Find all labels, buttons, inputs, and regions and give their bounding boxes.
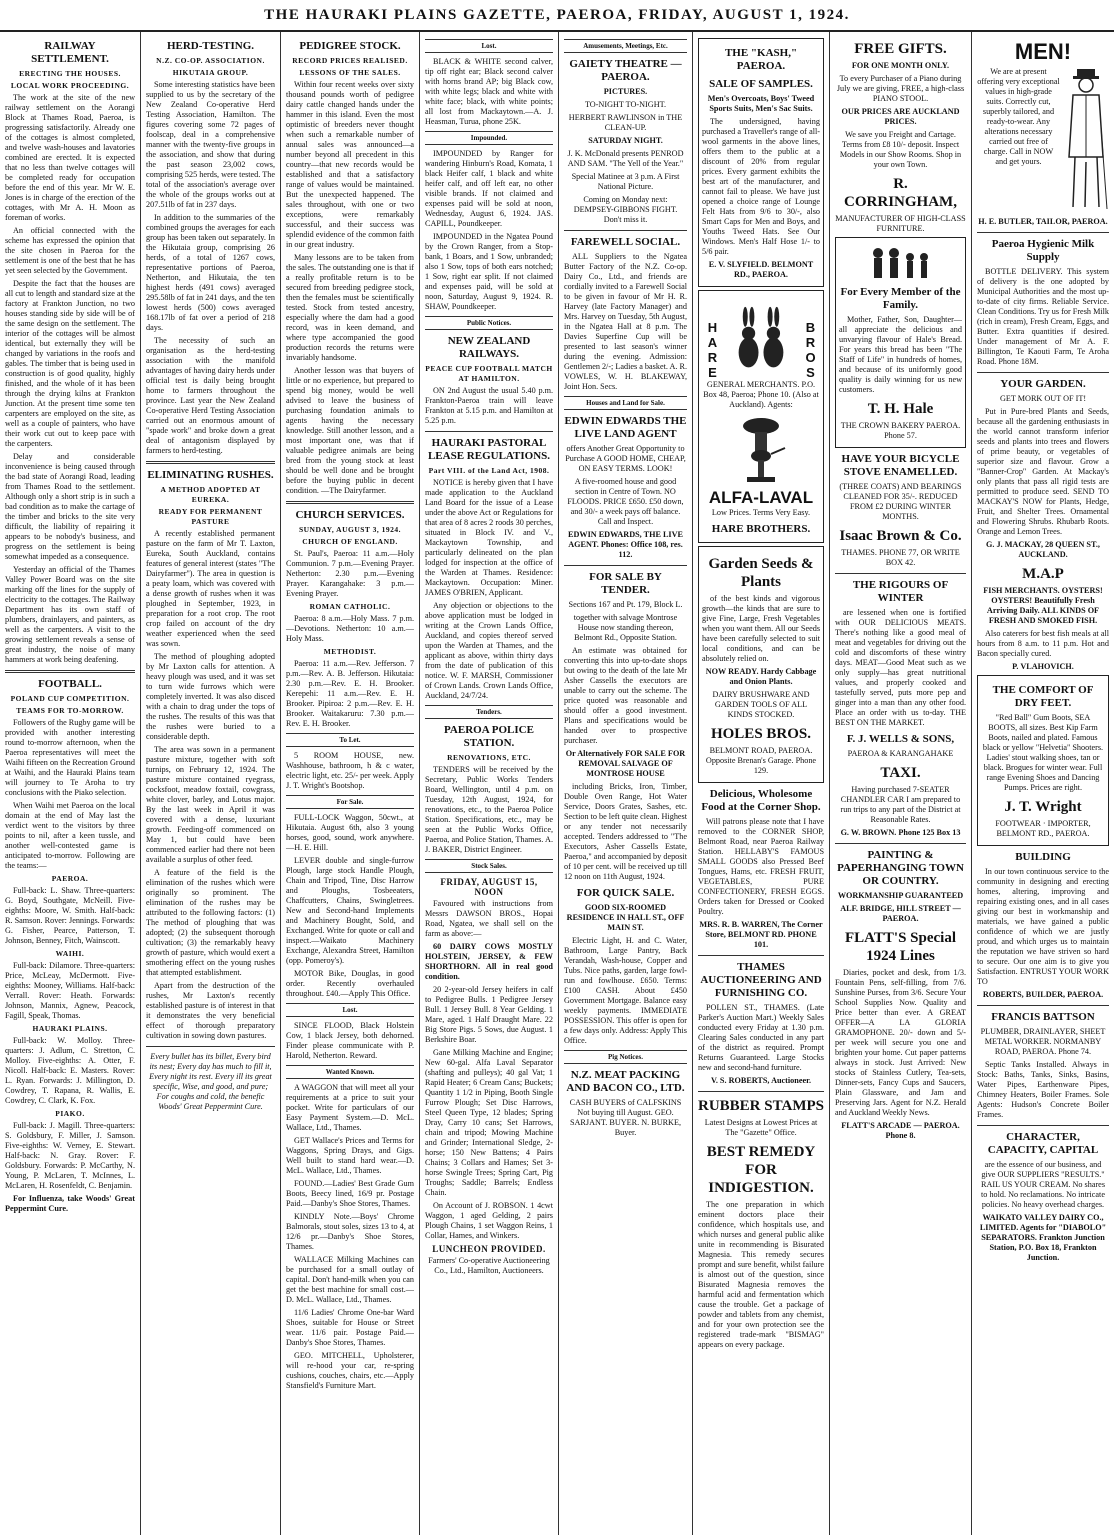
- pedigree-subhead: RECORD PRICES REALISED.: [292, 56, 408, 65]
- hale-line: THE CROWN BAKERY PAEROA. Phone 57.: [840, 421, 961, 440]
- garden-line: GET MORK OUT OF IT!: [999, 394, 1087, 403]
- column-amusements: [559, 32, 693, 1535]
- divider: [977, 1005, 1109, 1006]
- church-denomination: ROMAN CATHOLIC.: [309, 602, 391, 611]
- theatre-line: TO-NIGHT TO-NIGHT.: [584, 100, 667, 109]
- hale-name: T. H. Hale: [867, 401, 934, 417]
- corner-shop-signature: MRS. R. B. WARREN, The Corner Store, BELMONT RD. PHONE 101.: [699, 920, 823, 949]
- advert-text: POLLEN ST., THAMES. (Late Parker's Auction Mart.) Weekly Sales conducted every Friday at 1.30 p.m. Clearing Sales conducted in any part of the district as required. Prompt Returns Guaranteed. Large Stocks new and second-hand furniture.: [698, 1003, 824, 1072]
- taxi-headline: TAXI.: [880, 765, 921, 781]
- divider: [146, 461, 275, 464]
- mackay-signature: G. J. MACKAY, 28 QUEEN ST., AUCKLAND.: [986, 540, 1100, 559]
- free-gifts-line: FOR ONE MONTH ONLY.: [851, 61, 950, 70]
- waikato-signature: WAIKATO VALLEY DAIRY CO., LIMITED. Agents for "DIABOLO" SEPARATORS. Frankton Junction Station, P.O. Box 18, Frankton Junction.: [979, 1213, 1107, 1262]
- notice-text: TENDERS will be received by the Secretary, Public Works Tenders Board, Wellington, until 4 p.m. on Tuesday, 12th August, 1924, for renovations, etc., to the Paeroa Police Station. Specifications, etc., may be seen at the Public Works Office, Paeroa, and Police Station, Thames. A. J. BAKER, District Engineer.: [425, 765, 553, 854]
- isaac-brown-line: THAMES. PHONE 77, OR WRITE BOX 42.: [841, 548, 960, 567]
- classified-section: Amusements, Meetings, Etc.: [564, 39, 687, 53]
- divider: [564, 230, 687, 231]
- article-paragraph: When Waihi met Paeroa on the local domain at the end of May last the verdict went to the visitors by three points to nil, after a keen tussle, and another well-contested game is anticipated to-morrow. Following are the teams:—: [5, 801, 135, 870]
- masthead-title: THE HAURAKI PLAINS GAZETTE, PAEROA, FRIDAY, AUGUST 1, 1924.: [264, 7, 850, 23]
- classified-ad: 11/6 Ladies' Chrome One-bar Ward Shoes, suitable for House or Street wear. 11/6 pair. Postage Paid.—Danby's Shoe Stores, Thames.: [286, 1308, 414, 1347]
- classified-ad: FULL-LOCK Waggon, 50cwt., at Hikutaia. August 6th, also 3 young horses, good, sound, work anywhere.—H. E. Hill.: [286, 813, 414, 852]
- article-paragraph: The area was sown in a permanent pasture mixture, together with soft turnips, on February 12, 1924. The pasture mixture contained ryegrass, cocksfoot, meadow foxtail, cowgrass, white clover, barley, and Lotus major. By the last week in April it was covered with a dense, luxuriant growth. Feeding-off commenced on May 1, but could have been commenced earlier had there not been available a surplus of other feed.: [146, 745, 275, 864]
- classified-ad: IMPOUNDED in the Ngatea Pound by the Crown Ranger, from a Stop-bank, 1 Boars, and 1 Sow, unbranded; also 1 Sow, tops of both ears notched; 1 Sow, right ear split. If not claimed and expenses paid, will be sold at noon, Saturday, August 9, 1924. R. SHAW, Poundkeeper.: [425, 232, 553, 311]
- tender-headline: FOR SALE BY TENDER.: [589, 571, 662, 596]
- bacon-co-headline: N.Z. MEAT PACKING AND BACON CO., LTD.: [566, 1069, 685, 1094]
- railways-notice-subtitle: PEACE CUP FOOTBALL MATCH AT HAMILTON.: [425, 364, 553, 383]
- free-gifts-line: To every Purchaser of a Piano during July we are giving, FREE, a high-class PIANO STOOL.: [836, 74, 965, 103]
- column-pedigree-church: [281, 32, 420, 1535]
- railway-subhead: ERECTING THE HOUSES.: [19, 69, 121, 78]
- classified-ad: IMPOUNDED by Ranger for wandering Hinburn's Road, Komata, 1 black Heifer calf, 1 black and white heifer calf, and off left ear, no other visible brands. If not claimed and expenses paid will be sold at noon, Wednesday, August 6, 1924. JAS. CAPILL, Poundkeeper.: [425, 149, 553, 228]
- church-times: Paeroa: 8 a.m.—Holy Mass. 7 p.m.—Devotions. Netherton: 10 a.m.—Holy Mass.: [286, 614, 414, 643]
- social-headline: FAREWELL SOCIAL.: [570, 236, 681, 248]
- football-subhead-2: TEAMS FOR TO-MORROW.: [16, 706, 124, 715]
- kash-subtitle: SALE OF SAMPLES.: [709, 78, 813, 90]
- classified-section: Lost.: [286, 1003, 414, 1017]
- hare-bros-logo: [702, 294, 820, 380]
- church-headline: CHURCH SERVICES.: [295, 509, 405, 521]
- divider: [425, 431, 553, 432]
- church-times: Paeroa: 11 a.m.—Rev. Jefferson. 7 p.m.—Rev. A. B. Jefferson. Hikutaia: 2.30 p.m.—Rev. E. H. Brooker. Kerepehi: 11 a.m.—Rev. E. H. Brooker. Pipiroa: 2 p.m.—Rev. E. H. Brooker. Waitakaruru: 7.30 p.m.—Rev. E. H. Brooker.: [286, 659, 414, 728]
- quick-sale-line: GOOD SIX-ROOMED RESIDENCE IN HALL ST., OFF MAIN ST.: [566, 903, 685, 932]
- advert-text: BOTTLE DELIVERY. This system of delivery is the one adopted by Municipal Authorities and the most up-to-date of city firms. Reliable Service. Clean Conditions. Try us for Fresh Milk (rich in cream), Fresh Cream, Eggs, and Butter. Extra quantities if desired. Under management of Mr A. F. Billington, Te Kaouti Farm, Te Aroha Road. Phone 18M.: [977, 267, 1109, 366]
- isaac-brown-name: Isaac Brown & Co.: [839, 528, 962, 544]
- bacon-co-line: CASH BUYERS of CALFSKINS Not buying till August. GEO. SARJANT. BUYER. N. BURKE, Buyer.: [569, 1098, 682, 1137]
- article-paragraph: Yesterday an official of the Thames Valley Power Board was on the site marking off the lines for the supply of electricity to the cottages. The Railway Department has its own staff of plumbers, drainlayers, and painters, as well as the carpenters. A visit to the growing settlement reveals a sense of great industry, the noise of many hammers at work being deafening.: [5, 565, 135, 664]
- column-notices: [420, 32, 559, 1535]
- painting-signature: ALF. BRIDGE, HILL STREET — PAEROA.: [840, 904, 961, 923]
- divider: [977, 232, 1109, 233]
- fish-signature: P. VLAHOVICH.: [1012, 662, 1074, 671]
- team-heading: PAEROA.: [51, 874, 89, 883]
- classified-section: Houses and Land for Sale.: [564, 396, 687, 410]
- church-times: St. Paul's, Paeroa: 11 a.m.—Holy Communion. 7 p.m.—Evening Prayer. Netherton: 2.30 p.m.—Evening Prayer. Karangahake: 3 p.m.—Evening Prayer.: [286, 549, 414, 598]
- wright-name: J. T. Wright: [1004, 799, 1082, 815]
- advert-text: The one preparation in which eminent doctors place their confidence, which hospitals use, and which nurses and general public alike unite in recommending is Bisurated Magnesia. This remedy secures prompt and sure benefit, whilst failure is almost out of the question, since Bisurated Magnesia removes the harmful acid and fermentation which cause the trouble. Get a package of powder and tablets from any chemist, and for your own protection see the registered trade-mark "BISMAG" appears on every package.: [698, 1200, 824, 1349]
- advert-text: Will patrons please note that I have removed to the CORNER SHOP, Belmont Road, near Paeroa Railway Station. HELLABY'S FAMOUS SMALL GOODS also Pressed Beef Tongues, Hams, etc. FRESH FRUIT, VEGETABLES, PURE CONFECTIONERY, FRESH EGGS. Orders taken for Dressed or Cooked Poultry.: [698, 817, 824, 916]
- corner-shop-headline: Delicious, Wholesome Food at the Corner Shop.: [701, 788, 821, 813]
- article-paragraph: Another lesson was that buyers of little or no experience, but prepared to spend big money, would be well advised to leave the business of purchasing foundation animals to agents having the necessary knowledge. Still another lesson, and a most important one, was that if valuable pedigree animals are being bred from the young stock at least should be well done and be brought before the buying public in decent condition. —The Dairyfarmer.: [286, 366, 414, 495]
- pedigree-headline: PEDIGREE STOCK.: [299, 40, 401, 52]
- alfa-laval-brand: ALFA-LAVAL: [708, 488, 814, 507]
- divider: [835, 573, 966, 574]
- advert-text: Diaries, pocket and desk, from 1/3. Fountain Pens, self-filling, from 7/6. Sunshine Purses, from 3/6. Secure Your School Supplies Now. Quality and Price better than ever. A GREAT OFFER—A LA GLORIA GRAMOPHONE. 20/- down and 5/- per week will secure you one and brighten your home. Cut paper patterns always in stock. Just Arrived: New stocks of Stainless Cutlery, Tea-sets, Dinner-sets, Fancy Cups and Saucers, Plain Glassware, and Jam and Preserving Jars. Agent for N.Z. Herald and Auckland Weekly News.: [835, 968, 966, 1117]
- rubber-stamps-line: Latest Designs at Lowest Prices at The "Gazette" Office.: [704, 1118, 818, 1137]
- article-paragraph: The method of ploughing adopted by Mr Laxton calls for attention. A heavy plough was used, and it was set to turn wide furrows which were completely inverted. It was also disced with a chain to drag under the tops of the rushes. The results of this was that the rushes were buried to a considerable depth.: [146, 652, 275, 741]
- classified-ad: SINCE FLOOD, Black Holstein Cow, 1 black Jersey, both dehorned. Finder please communicate with P. Harold, Netherton. Reward.: [286, 1021, 414, 1060]
- winter-headline: THE RIGOURS OF WINTER: [852, 579, 949, 604]
- church-denomination: CHURCH OF ENGLAND.: [302, 537, 398, 546]
- classified-section: Public Notices.: [425, 316, 553, 330]
- railway-headline: RAILWAY SETTLEMENT.: [31, 40, 109, 65]
- church-date: SUNDAY, AUGUST 3, 1924.: [298, 525, 402, 534]
- classified-section: Lost.: [425, 39, 553, 53]
- battson-name: FRANCIS BATTSON: [991, 1011, 1095, 1023]
- tailor-advert: [977, 67, 1109, 217]
- article-paragraph: The work at the site of the new railway settlement on the Aorangi Block at Thames Road, Paeroa, is progressing satisfactorily. Already one of the cottages is almost completed, and twelve wash-houses and lavatories combined are erected. It is expected that no less than twelve cottages will be completed ready for occupation before the end of this year. Mr W. E. Jones is in charge of the erection of the cottages, with Mr A. H. Moon as foreman of works.: [5, 93, 135, 222]
- cream-separator-icon: [731, 414, 791, 484]
- article-paragraph: A recently established permanent pasture on the farm of Mr T. Laxton, Eureka, South Auckland, contains features of general interest (states "The Dairyfarmer"). The area in question is a peaty loam, which was covered with a dense growth of rushes when it was ploughed in September, 1923, in preparation for a root crop. The root crop failed on account of the dry weather experienced when the seed was sown.: [146, 529, 275, 648]
- battson-line: PLUMBER, DRAINLAYER, SHEET METAL WORKER. NORMANBY ROAD, PAEROA. Phone 74.: [980, 1027, 1106, 1056]
- railways-notice-title: NEW ZEALAND RAILWAYS.: [447, 335, 531, 360]
- herd-testing-headline: HERD-TESTING.: [166, 40, 255, 52]
- land-agent-headline: EDWIN EDWARDS THE LIVE LAND AGENT: [564, 415, 687, 440]
- auctioneering-headline: THAMES AUCTIONEERING AND FURNISHING CO.: [700, 961, 822, 999]
- garden-headline: YOUR GARDEN.: [1000, 378, 1086, 390]
- taxi-text: Having purchased 7-SEATER CHANDLER CAR I am prepared to run trips to any part of the District at Reasonable Rates.: [840, 785, 961, 824]
- article-paragraph: Within four recent weeks over sixty thousand pounds worth of pedigree dairy cattle changed hands under the hammer in this island. Even the most optimistic of breeders never thought when such a remarkable number of annual sales was announced—a number beyond all precedent in this country—that new records would be established and that a satisfactory range of values would be maintained. But the unexpected happened. The sales throughout, with one or two exceptions, were remarkably successful, and their success was splendid evidence of the common faith in our great industry.: [286, 80, 414, 249]
- classified-ad: FOUND.—Ladies' Best Grade Gum Boots, Beecy lined, 16/9 pr. Postage Paid.—Danby's Shoe Stores, Thames.: [286, 1179, 414, 1208]
- classified-ad: WALLACE Milking Machines can be purchased for a small outlay of capital. Don't hand-milk when you can get the best machine for small cost.—D. McL. Wallace, Ltd., Thames.: [286, 1255, 414, 1304]
- holes-bros-line: NOW READY. Hardy Cabbage and Onion Plants.: [705, 667, 817, 686]
- advert-text: The undersigned, having purchased a Traveller's range of all-wool garments in the above lines, offers them to the public at a discount of 20% from regular prices. Every garment exhibits the best art of the manufacturer, and cannot fail to please. We have just opened a choice range of Lounge Felt Hats from 9/6 to 30/-, also Smart Caps for Men and Boys, and Youths Tweed Hats. See Our Windows. Men's Half Hose 1/- to 5/6 pair.: [702, 117, 820, 256]
- theatre-name: GAIETY THEATRE — PAEROA.: [569, 58, 682, 83]
- column-local-trades: [830, 32, 972, 1535]
- classified-ad: 5 ROOM HOUSE, new. Washhouse, bathroom, h & c water, electric light, etc. 25/- per week. Apply J. T. Wright's Bootshop.: [286, 751, 414, 790]
- notice-text: Electric Light, H. and C. Water, Bathroom, Large Pantry, Back Verandah, Wash-house, Copper and Tubs. Nice paths, garden, large fowl-run and fowlhouse. £650. Terms: £100 CASH. About £450 Government Mortgage. Balance easy weekly payments. IMMEDIATE POSSESSION. This offer is open for a few days only. Address: Apply This Office.: [564, 936, 687, 1045]
- column-herd-testing: [141, 32, 281, 1535]
- painting-headline: PAINTING & PAPERHANGING TOWN OR COUNTRY.: [837, 849, 964, 887]
- theatre-line: SATURDAY NIGHT.: [588, 136, 663, 145]
- theatre-line: HERBERT RAWLINSON in THE CLEAN-UP.: [568, 113, 683, 132]
- holes-bros-address: BELMONT ROAD, PAEROA. Opposite Brenan's Garage. Phone 129.: [705, 746, 817, 775]
- advert-text: Also caterers for best fish meals at all hours from 8 a.m. to 11 p.m. Hot and Bacon specially cured.: [977, 629, 1109, 658]
- rubber-stamps-headline: RUBBER STAMPS: [698, 1098, 824, 1114]
- gentleman-figure-icon: [1063, 67, 1109, 217]
- team-heading: PIAKO.: [55, 1109, 85, 1118]
- waikato-headline: CHARACTER, CAPACITY, CAPITAL: [987, 1131, 1099, 1156]
- classified-section: Pig Notices.: [564, 1050, 687, 1064]
- masthead: [0, 0, 1114, 32]
- painting-line: WORKMANSHIP GUARANTEED: [837, 891, 964, 900]
- hare-bros-name: HARE BROTHERS.: [711, 523, 811, 535]
- lease-notice-subtitle: Part VIII. of the Land Act, 1908.: [428, 466, 550, 475]
- column-services: [972, 32, 1114, 1535]
- team-list: Full-back: J. Magill. Three-quarters: S. Goldsbury, F. Miller, J. Samson. Five-eighths: W. Verney, E. Stewart. Half-back: N. Gray. Rover: F. Goldsbury. Forwards: P. McCarthy, N. Young, P. McLaren, T. McInnes, L. McLaren, H. Rosenfeldt, C. Benjamin.: [5, 1121, 135, 1190]
- tender-line: together with salvage Montrose House now standing thereon, Belmont Rd., Opposite Station.: [573, 613, 678, 642]
- tender-line: Or Alternatively FOR SALE FOR REMOVAL SALVAGE OF MONTROSE HOUSE: [565, 749, 686, 778]
- article-paragraph: Many lessons are to be taken from the sales. The outstanding one is that if a really profitable return is to be secured from breeding pedigree stock, then the females must be scientifically tested. Stock from tested ancestry, especially where the dam had a good record, was in keen demand, and where type accompanied the good production records the returns were invariably handsome.: [286, 253, 414, 362]
- advert-text: Mother, Father, Son, Daughter—all appreciate the delicious and unvarying flavour of Hale's Bread. For years this bread has been "The Staff of Life" in hundreds of homes, and because of its uniformly good quality is daily winning for us new customers.: [839, 315, 962, 394]
- divider: [146, 1046, 275, 1047]
- free-gifts-line: We save you Freight and Cartage. Terms from £8 10/- deposit. Inspect Models in our Show Rooms. Shop in your own Town.: [839, 130, 962, 169]
- theatre-line: PICTURES.: [603, 87, 648, 96]
- notice-text: An estimate was obtained for converting this into up-to-date shops but owing to the death of the late Mr Asher Cassells the executors are unable to carry out the scheme. The price quoted was reasonable and should offer a good investment. Plans and specifications would be handed over to prospective purchaser.: [564, 646, 687, 745]
- article-paragraph: The necessity of such an organisation as the herd-testing association with the manifold advantages of having dairy herds under official test is daily being brought home to farmers throughout the province. Last year the New Zealand Co-operative Herd Testing Association carried out an enormous amount of "spade work" and broke down a great deal of antagonism displayed by farmers to herd-testing.: [146, 336, 275, 455]
- divider: [977, 372, 1109, 373]
- column-merchants: [693, 32, 830, 1535]
- team-list: Full-back: Dilamore. Three-quarters: Price, McLeay, McDermott. Five-eighths: Mooney, Williams. Half-back: Verrall. Rover: Heath. Forwards: Johnson, Mannix, Agnew, Peacock, Fagill, Speak, Thomas.: [5, 961, 135, 1020]
- classified-ad: KINDLY Note.—Boys' Chrome Balmorals, stout soles, sizes 13 to 4, at 12/6 pr.—Danby's Shoe Stores, Thames.: [286, 1212, 414, 1251]
- classified-ad: GET Wallace's Prices and Terms for Waggons, Spring Drays, and Gigs. Well built to stand hard wear.—D. McL. Wallace, Ltd., Thames.: [286, 1136, 414, 1175]
- divider: [5, 670, 135, 673]
- classified-section: For Sale.: [286, 795, 414, 809]
- corringham-name: R. CORRINGHAM,: [844, 176, 957, 210]
- advert-text: "Red Ball" Gum Boots, SEA BOOTS, all sizes. Best Kip Farm Boots, nailed and plated. Famous black or yellow "Helvetia" Shooters. Ladies' stout walking shoes, tan or black. Brogues for winter wear. Full range Evening Shoes and Dancing Pumps. Prices are right.: [982, 713, 1104, 792]
- hare-word: HARE: [705, 320, 720, 380]
- flatts-signature: FLATT'S ARCADE — PAEROA. Phone 8.: [841, 1121, 960, 1140]
- tender-line: Sections 167 and Pt. 179, Block L.: [568, 600, 683, 609]
- classified-ad: A WAGGON that will meet all your requirements at a price to suit your pocket. Write for particulars of our Easy Payment System.—D. McL. Wallace, Ltd., Thames.: [286, 1083, 414, 1132]
- article-paragraph: An official connected with the scheme has expressed the opinion that the site chosen in Paeroa for the settlement is one of the best that he has yet seen selected by the Government.: [5, 226, 135, 275]
- advert-text: are the essence of our business, and give OUR SUPPLIERS "RESULTS." RAIL US YOUR CREAM. No shares to hold. No reclamations. No intricate policies. No heavy overhead charges.: [980, 1160, 1106, 1209]
- verse-advert: Every bullet has its billet, Every bird its nest; Every day has much to fill it, Every night its rest. Every ill its great specific, Wise, and good, and pure; For coughs and cold, the benefic Woods' Great Peppermint Cure.: [149, 1052, 272, 1111]
- corringham-line: MANUFACTURER OF HIGH-CLASS FURNITURE.: [835, 214, 966, 233]
- notice-text: ON 2nd August the usual 5.40 p.m. Frankton-Paeroa train will leave Frankton at 5.15 p.m. and Hamilton at 5.25 p.m.: [425, 386, 553, 425]
- wright-line: FOOTWEAR · IMPORTER, BELMONT RD., PAEROA.: [995, 819, 1091, 838]
- wells-line: PAEROA & KARANGAHAKE: [847, 749, 954, 758]
- auctioneer-name: V. S. ROBERTS, Auctioneer.: [710, 1076, 812, 1085]
- divider: [698, 1091, 824, 1092]
- milk-supply-headline: Paeroa Hygienic Milk Supply: [991, 238, 1095, 263]
- bread-figure: [839, 245, 962, 281]
- hale-headline: For Every Member of the Family.: [840, 286, 961, 311]
- seeds-headline: Garden Seeds & Plants: [708, 556, 814, 590]
- stock-sale-headline: 60 DAIRY COWS MOSTLY HOLSTEIN, JERSEY, & FEW SHORTHORN. All in real good condition.: [425, 942, 553, 981]
- footer-advert: For Influenza, take Woods' Great Peppermint Cure.: [5, 1194, 135, 1213]
- classified-section: Stock Sales.: [425, 859, 553, 873]
- team-heading: WAIHI.: [55, 949, 85, 958]
- separator-figure: [702, 414, 820, 484]
- taxi-signature: G. W. BROWN. Phone 125 Box 13: [840, 828, 961, 837]
- dry-feet-advert: [977, 675, 1109, 846]
- football-subhead: POLAND CUP COMPETITION.: [10, 694, 130, 703]
- flatts-headline: FLATT'S Special 1924 Lines: [845, 930, 956, 964]
- quick-sale-headline: FOR QUICK SALE.: [576, 887, 675, 899]
- butler-signature: H. E. BUTLER, TAILOR, PAEROA.: [978, 217, 1108, 226]
- notice-text: Any objection or objections to the above application must be lodged in writing at the Crown Lands Office, Auckland, and copies thereof served upon the Warden at Thames, and the applicant as above, within thirty days from the date of publication of this notice. W. F. MARSH, Commissioner of Crown Lands. Crown Lands Office, Auckland, 24/7/24.: [425, 601, 553, 700]
- advert-text: We are at present offering very exceptional values in high-grade suits. Correctly cut, superbly tailored, and ready-to-wear. Any alterations necessary carried out free of charge. Call in NOW and get yours.: [977, 67, 1060, 166]
- tender-subtitle: RENOVATIONS, ETC.: [447, 753, 531, 762]
- dry-feet-headline: THE COMFORT OF DRY FEET.: [992, 684, 1094, 709]
- rabbit-icon: [732, 300, 790, 380]
- team-list: Full-back: L. Shaw. Three-quarters: G. Boyd, Southgate, McNeill. Five-eighths: Moore, W. Smith. Half-back: R. Samson. Rover: Jennings. Forwards: G. Fisher, Pearce, Patterson, T. Johnson, Benney, Fitch, Wainscott.: [5, 886, 135, 945]
- notice-text: NOTICE is hereby given that I have made application to the Auckland Land Board for the issue of a Lease under the above Act or Regulations for that area of 8 acres 2 roods 30 perches, situated in Block IV. and V., Mackaytown Township, and particularly delineated on the plan lodged for inspection at the office of the Warden at Thames. Residence: Mackaytown. Occupation: Miner. JAMES O'BRIEN, Applicant.: [425, 478, 553, 597]
- notice-text: Favoured with instructions from Messrs DAWSON BROS., Hopai Road, Ngatea, we shall sell on the farm as above:—: [425, 899, 553, 938]
- notice-text: 20 2-year-old Jersey heifers in calf to Pedigree Bulls. 1 Pedigree Jersey Bull. 1 Jersey Bull. 8 Year Gelding. 1 Mare, aged. 1 Half Draught Mare. 22 Big Store Pigs. 5 Sows, due August. 1 Berkshire Boar.: [425, 985, 553, 1044]
- lease-notice-title: HAURAKI PASTORAL LEASE REGULATIONS.: [427, 437, 551, 462]
- railway-subhead-2: LOCAL WORK PROCEEDING.: [10, 81, 130, 90]
- notice-text: Gane Milking Machine and Engine; New 60-gal. Alfa Laval Separator (shafting and pulleys); 40 gal Vat; 1 Rapid Heater; 6 Cream Cans; Buckets; Quantity 1 1/2 in Piping, Booth Single Furrow Plough; Set Disc Harrows, Steel Queen Type, 12 blades; Spring Dray, Carry 10 cans; Set Harrows, chain and tripod; Mowing Machine and Grinder; International Sledge, 2-horse; 150 New Battens; 4 Pairs Chains; 3 Collars and Hames; Set 3-horse Swingle Trees; Spring Cart, Pig Troughs; Saddle; Barrels; Endless Chain.: [425, 1048, 553, 1197]
- classified-ad: MOTOR Bike, Douglas, in good order. Recently overhauled throughout. £40.—Apply This Office.: [286, 969, 414, 998]
- kash-line: Men's Overcoats, Boys' Tweed Sports Suits, Men's Sac Suits.: [707, 94, 815, 113]
- holes-bros-line: DAIRY BRUSHWARE AND GARDEN TOOLS OF ALL KINDS STOCKED.: [712, 690, 810, 719]
- article-paragraph: Some interesting statistics have been supplied to us by the secretary of the New Zealand Co-operative Herd Testing Association, Hamilton. The figures covering some 72 pages of foolscap, deal in a comprehensive manner with the twenty-five groups in the association, and show that during the past season 23,002 cows, comprising 525 herds, were tested. The total of the association's average over the whole of the groups works out at 207.51lb of fat in 237 days.: [146, 80, 275, 209]
- column-railway-football: [0, 32, 141, 1535]
- notice-text: On Account of J. ROBSON. 1 4cwt Waggon, 1 aged Gelding, 2 pairs Plough Chains, 1 set Waggon Reins, 1 Collar, Hames, and Winkers.: [425, 1201, 553, 1240]
- rushes-subhead-2: READY FOR PERMANENT PASTURE: [158, 507, 263, 526]
- divider: [835, 843, 966, 844]
- indigestion-headline: BEST REMEDY FOR INDIGESTION.: [706, 1144, 816, 1196]
- building-headline: BUILDING: [1015, 851, 1071, 863]
- notice-text: including Bricks, Iron, Timber, Double Oven Range, Hot Water Service, Doors Grates, Sashes, etc. Section to be left quite clean. Highest or any tender not necessarily accepted. Tenders addressed to "The Executors, Asher Cassells Estate, Paeroa," and accompanied by deposit of 10 per cent. will be received up till 12 noon on 11th August, 1924.: [564, 782, 688, 881]
- hare-bros-line: GENERAL MERCHANTS. P.O. Box 48, Paeroa; Phone 10. (Also at Auckland). Agents:: [703, 380, 819, 409]
- map-fish-headline: M.A.P: [1022, 566, 1064, 582]
- tender-title: PAEROA POLICE STATION.: [444, 724, 534, 749]
- divider: [698, 955, 824, 956]
- page-columns: [0, 32, 1114, 1535]
- rushes-subhead: A METHOD ADOPTED AT EUREKA.: [160, 485, 261, 504]
- luncheon-note: LUNCHEON PROVIDED.: [432, 1244, 546, 1254]
- herd-subhead-2: HIKUTAIA GROUP.: [172, 68, 249, 77]
- divider: [564, 565, 687, 566]
- kash-signature: E. V. SLYFIELD. BELMONT RD., PAEROA.: [708, 260, 814, 279]
- theatre-line: Coming on Monday next: DEMPSEY-GIBBONS FIGHT. Don't miss it.: [573, 195, 678, 224]
- article-paragraph: Despite the fact that the houses are all cut to length and standard size at the factory at Frankton Junction, no two houses standing side by side will be of the same design on the settlement. The interior of the cottages will be almost identical, but externally they will be changed by variations in the roofs and gables. The timber that is being used in construction is of good quality, highly finished, and the whole of it has been through the drying kilns at Frankton Junction. At the present time some ten carpenters are employed on the site, as well as a couple of painters, who have their work cut out to keep pace with the carpenters.: [5, 279, 135, 448]
- classified-section: Impounded.: [425, 131, 553, 145]
- kash-advert: [698, 38, 824, 287]
- team-list: Full-back: W. Molloy. Three-quarters: J. Adlum, C. Stretton, C. Molloy. Five-eighths: A. Otter, F. Nicoll. Half-back: E. Masters. Rover: L. Ryan. Forwards: J. Millington, D. Cowdrey, T. Rapana, R. Wallis, E. Cowdrey, C. Clark, K. Fox.: [5, 1036, 135, 1105]
- bicycle-headline: HAVE YOUR BICYCLE STOVE ENAMELLED.: [841, 453, 960, 478]
- hare-bros-line: Low Prices. Terms Very Easy.: [711, 508, 811, 517]
- advert-text: Septic Tanks Installed. Always in Stock: Baths, Tanks, Sinks, Basins, Water Pipes, Earthenware Pipes, Chimney Heaters, Boiler Frames. Sole Agents: Hudson's Concrete Boiler Frames.: [977, 1060, 1109, 1119]
- classified-section: Wanted Known.: [286, 1065, 414, 1079]
- herd-subhead: N.Z. CO-OP. ASSOCIATION.: [156, 56, 265, 65]
- men-headline: MEN!: [1014, 39, 1072, 64]
- bros-word: BROS: [803, 320, 818, 380]
- kash-title: THE "KASH," PAEROA.: [724, 47, 798, 72]
- free-gifts-line: OUR PRICES ARE AUCKLAND PRICES.: [841, 107, 960, 126]
- hale-bread-advert: [835, 237, 966, 448]
- land-agent-line: EDWIN EDWARDS, THE LIVE AGENT. Phones: Office 108, res. 112.: [568, 530, 683, 559]
- classified-ad: GEO. MITCHELL, Upholsterer, will re-hood your car, re-spring cushions, couches, chairs, etc.—Apply Stansfield's Furniture Mart.: [286, 1351, 414, 1390]
- land-agent-line: A five-roomed house and good section in Centre of Town. NO FLOODS. PRICE £650. £50 down, and 30/- a week pays off balance. Call and Inspect.: [567, 477, 684, 526]
- divider: [286, 501, 414, 504]
- pedigree-subhead-2: LESSONS OF THE SALES.: [299, 68, 401, 77]
- article-paragraph: Apart from the destruction of the rushes, Mr Laxton's recently established pasture is of interest in that it demonstrates the very beneficial effect of thorough preparatory cultivation in sowing down pastures.: [146, 981, 275, 1040]
- divider: [977, 1125, 1109, 1126]
- bicycle-line: (THREE COATS) AND BEARINGS CLEANED FOR 35/-. REDUCED FROM £2 DURING WINTER MONTHS.: [839, 482, 962, 521]
- advert-text: of the best kinds and vigorous growth—the kinds that are sure to give Fine, Large, Fresh Vegetables when you want them. All our Seeds have been carefully selected to suit local conditions, and can be absolutely relied on.: [702, 594, 820, 663]
- land-agent-line: offers Another Great Opportunity to Purchase A GOOD HOME, CHEAP, ON EASY TERMS. LOOK!: [565, 444, 686, 473]
- theatre-line: Special Matinee at 3 p.m. A First National Picture.: [571, 172, 680, 191]
- notice-text: ALL Suppliers to the Ngatea Butter Factory of the N.Z. Co-op. Dairy Co., Ltd., and friends are cordially invited to a Farewell Social to be given in favour of Mr H. R. Harvey (late Factory Manager) and Mrs. Harvey on Tuesday, 5th August, in the Ngatea Hall at 8 p.m. The Davies Superfine Cup will be presented to last season's winner during the evening. Admission: Gentlemen 2/-; Ladies a basket. A. R. VOWLES, W. H. BLAKEWAY, Joint Hon. Secs.: [564, 252, 688, 391]
- free-gifts-headline: FREE GIFTS.: [854, 41, 947, 57]
- wells-name: F. J. WELLS & SONS,: [846, 733, 955, 745]
- auctioneer-signature: Farmers' Co-operative Auctioneering Co., Ltd., Hamilton, Auctioneers.: [428, 1256, 550, 1275]
- advert-text: are lessened when one is fortified with OUR DELICIOUS MEATS. There's nothing like a good meal of meat and vegetables for driving out the cold and discomforts of these wintry days. MEAT—Good Meat such as we only supply—has great nutritional values, and properly cooked and tastefully served, puts more pep and ginger into a man than any other food. Place an order with us to-day. THE BEST ON THE MARKET.: [835, 608, 966, 727]
- article-paragraph: A feature of the field is the elimination of the rushes which were originally so prominent. The elimination of the rushes may be attributed to the following factors: (1) The method of ploughing that was adopted; (2) the subsequent thorough cultivation; (3) the remarkably heavy growth of pasture, which would exert a smothering effect on the young rushes that attempted establishment.: [146, 868, 275, 977]
- stock-sale-date: FRIDAY, AUGUST 15, NOON: [440, 877, 538, 897]
- article-paragraph: In addition to the summaries of the combined groups the averages for each group has been taken out separately. In the Hikutaia group, comprising 26 herds, of a total of 1267 cows, representative portions of Paeroa, Netherton, and Hikutaia, the ten highest herds (491 cows) averaged 295.58lb of fat in 241 days, and the ten lowest herds (500) cows averaged 168.17lb of fat over a period of 218 days.: [146, 213, 275, 332]
- article-paragraph: Followers of the Rugby game will be provided with another interesting round to-morrow afternoon, when the Paeroa representatives will meet the Waihi fifteen on the Recreation Ground at Waihi, and the Hauraki Plains team will journey to Te Aroha to try conclusions with the Piako selection.: [5, 718, 135, 797]
- holes-bros-name: HOLES BROS.: [710, 726, 812, 742]
- theatre-line: J. K. McDonald presents PENROD AND SAM. "The Yell of the Year.": [567, 149, 684, 168]
- team-heading: HAURAKI PLAINS.: [32, 1024, 108, 1033]
- classified-section: To Let.: [286, 733, 414, 747]
- article-paragraph: Delay and considerable inconvenience is being caused through the bad state of Aorangi Road, leading from Thames Road to the settlement. Although only a short strip is in such a bad condition as to make the cartage of the timber and bricks to the site very difficult, the liability of repairing it appears to be nobody's business, and progress on the settlement is being somewhat impeded as a consequence.: [5, 452, 135, 561]
- classified-ad: BLACK & WHITE second calver, tip off right ear; Black second calver with horns brand AP; big Black cow, with white legs; black and white with white face; black, with white points; all lost from Mackaytown.—A. J. Heasman, Turua, phone 25K.: [425, 57, 553, 126]
- rushes-headline: ELIMINATING RUSHES.: [147, 469, 274, 481]
- hare-bros-advert: [698, 290, 824, 543]
- advert-text: Put in Pure-bred Plants and Seeds, because all the gardening enthusiasts in the world cannot transform inferior seeds and plants into trees and flowers of prime beauty, or vegetables of superior size and flavour. Grow a "Banner-Crop" Garden. At Mackay's only plants that pass all rigid tests are permitted to produce seed. SEND TO MACKAY'S NOW for Plants, Hedge, Fruit, and Shelter Trees. Ornamental and Flowering Shrubs. Rhubarb Roots. Orange and Lemon Trees.: [977, 407, 1109, 536]
- football-headline: FOOTBALL.: [38, 678, 102, 690]
- church-denomination: METHODIST.: [323, 647, 377, 656]
- holes-bros-advert: [698, 546, 824, 783]
- classified-ad: LEVER double and single-furrow Plough, large stock Handle Plough, Chain and Tripod, Tine, Disc Harrow and Ploughs, Tosbeeaters, Chaffcutters, Chains, Swingletrees. New and Second-hand Implements and Machinery Bought, Sold, and Exchanged. Write for quote or call and inspect.—Waikato Machinery Exchange, Alexandra Street, Hamilton (opp. Pomeroy's).: [286, 856, 414, 965]
- advert-text: In our town continuous service to the community in designing and erecting homes, altering, improving and repairing existing ones, and in all cases giving our best in workmanship and materials, we have gained a public confidence of which we are justly proud, and which urges us to maintain the reputation we have striven so hard to secure. Our one aim is to give you Satisfaction. ENTRUST YOUR WORK TO: [977, 867, 1109, 986]
- fish-line: FISH MERCHANTS. OYSTERS! OYSTERS! Beautifully Fresh Arriving Daily. ALL KINDS OF FRESH AND SMOKED FISH.: [983, 586, 1103, 625]
- classified-section: Tenders.: [425, 705, 553, 719]
- roberts-signature: ROBERTS, BUILDER, PAEROA.: [982, 990, 1104, 999]
- family-icon: [866, 245, 936, 281]
